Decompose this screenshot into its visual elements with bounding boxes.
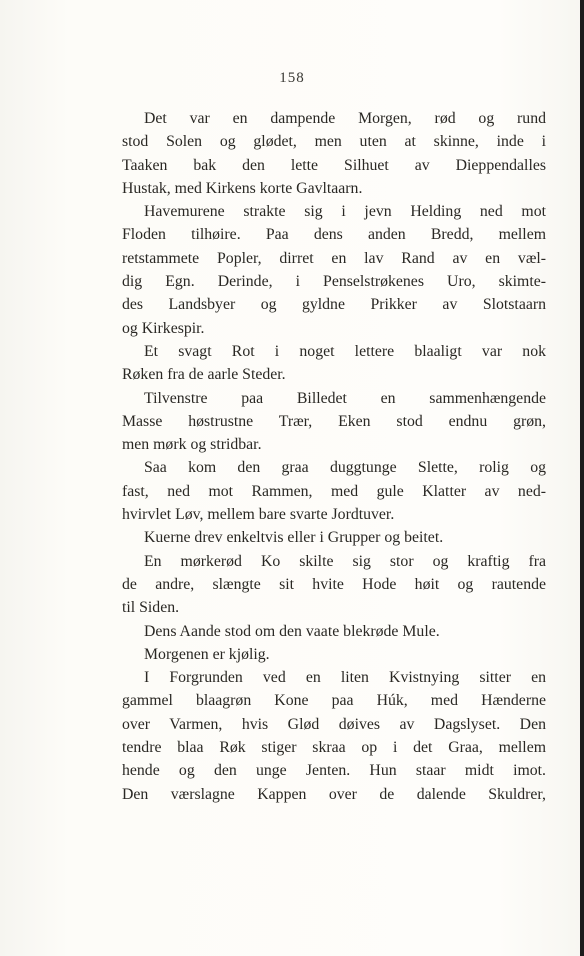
text-line: fast, ned mot Rammen, med gule Klatter av ned- (122, 482, 546, 500)
text-line: til Siden. (122, 599, 180, 617)
text-line: des Landsbyer og gyldne Prikker av Slotstaarn (122, 296, 546, 314)
body-text (122, 107, 546, 806)
paragraph (122, 620, 546, 643)
text-line: men mørk og stridbar. (122, 436, 262, 454)
paragraph (122, 526, 546, 549)
text-line: Masse høstrustne Trær, Eken stod endnu grøn, (122, 412, 546, 430)
text-line: dig Egn. Derinde, i Penselstrøkenes Uro, skimte- (122, 273, 546, 291)
scan-edge (580, 0, 584, 956)
text-line: stod Solen og glødet, men uten at skinne, inde i (122, 133, 546, 151)
paragraph (122, 200, 546, 340)
text-line: Det var en dampende Morgen, rød og rund (144, 110, 546, 127)
text-line: Havemurene strakte sig i jevn Helding ned mot (144, 203, 546, 221)
text-line: Tilvenstre paa Billedet en sammenhængende (144, 389, 546, 407)
text-line: Dens Aande stod om den vaate blekrøde Mule. (144, 622, 440, 640)
text-line: over Varmen, hvis Glød døives av Dagslyset. Den (122, 715, 546, 733)
text-line: Kuerne drev enkeltvis eller i Grupper og beitet. (144, 529, 444, 547)
text-line: hende og den unge Jenten. Hun staar midt imot. (122, 762, 546, 780)
text-line: En mørkerød Ko skilte sig stor og kraftig fra (144, 552, 546, 570)
paragraph (122, 107, 546, 200)
text-line: Morgenen er kjølig. (144, 645, 270, 663)
text-line: retstammete Popler, dirret en lav Rand av en væl- (122, 249, 546, 267)
text-line: Saa kom den graa duggtunge Slette, rolig og (144, 459, 546, 477)
paragraph (122, 550, 546, 620)
paragraph (122, 340, 546, 387)
text-line: og Kirkespir. (122, 319, 205, 337)
text-line: Den værslagne Kappen over de dalende Skuldrer, (122, 785, 546, 803)
page-number: 158 (279, 70, 305, 86)
text-line: hvirvlet Løv, mellem bare svarte Jordtuver. (122, 506, 395, 524)
paragraph (122, 666, 546, 806)
text-line: Taaken bak den lette Silhuet av Dieppendalles (122, 156, 546, 174)
text-line: gammel blaagrøn Kone paa Húk, med Hænderne (122, 692, 546, 710)
text-line: Røken fra de aarle Steder. (122, 366, 286, 384)
text-line: de andre, slængte sit hvite Hode høit og rautende (122, 575, 546, 593)
text-line: Floden tilhøire. Paa dens anden Bredd, mellem (122, 226, 546, 244)
text-line: tendre blaa Røk stiger skraa op i det Graa, mellem (122, 739, 546, 757)
paragraph (122, 456, 546, 526)
text-line: I Forgrunden ved en liten Kvistnying sitter en (144, 669, 546, 687)
paragraph (122, 387, 546, 457)
text-line: Et svagt Rot i noget lettere blaaligt var nok (144, 342, 546, 360)
paragraph (122, 643, 546, 666)
text-line: Hustak, med Kirkens korte Gavltaarn. (122, 179, 363, 197)
